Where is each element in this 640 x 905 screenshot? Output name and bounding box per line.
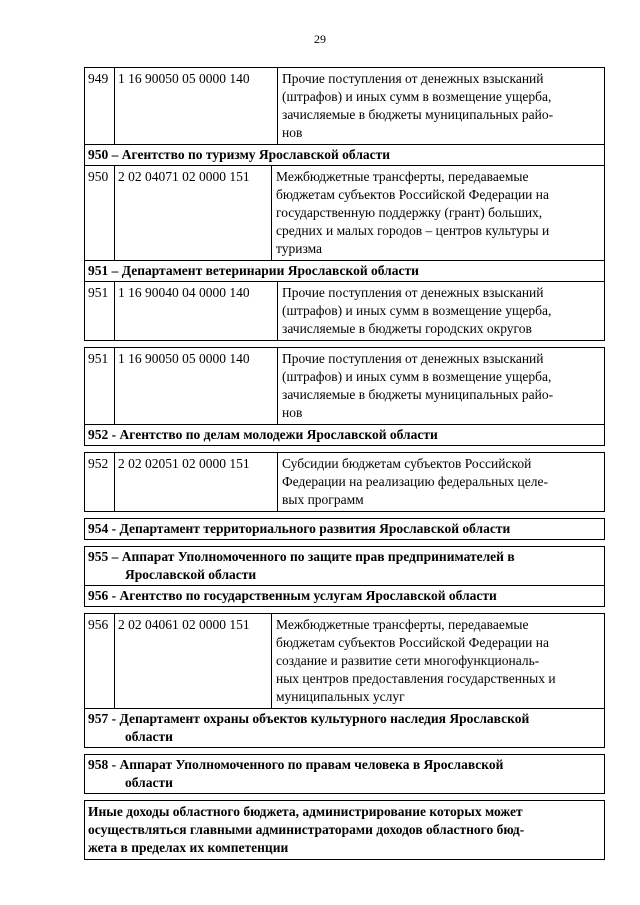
table-row-950 bbox=[84, 165, 605, 261]
description-line: зачисляемые в бюджеты муниципальных райо- bbox=[282, 387, 554, 402]
revenue-code: 1 16 90040 04 0000 140 bbox=[115, 282, 278, 340]
section-header-955 bbox=[84, 546, 605, 586]
section-header-line: области bbox=[125, 775, 173, 790]
admin-code: 949 bbox=[85, 68, 115, 144]
revenue-description bbox=[272, 166, 604, 260]
page-number: 29 bbox=[314, 32, 326, 46]
section-header-956: 956 - Агентство по государственным услугам Ярославской области bbox=[84, 585, 605, 607]
description-line: Субсидии бюджетам субъектов Российской bbox=[282, 456, 532, 471]
section-header-line: Ярославской области bbox=[125, 567, 257, 582]
description-line: Прочие поступления от денежных взысканий bbox=[282, 285, 544, 300]
description-line: Федерации на реализацию федеральных целе- bbox=[282, 474, 548, 489]
admin-code: 956 bbox=[85, 614, 115, 708]
section-header-950: 950 – Агентство по туризму Ярославской области bbox=[84, 144, 605, 166]
description-line: (штрафов) и иных сумм в возмещение ущерба, bbox=[282, 303, 552, 318]
section-header-line: области bbox=[125, 729, 173, 744]
description-line: Межбюджетные трансферты, передаваемые bbox=[276, 169, 529, 184]
section-header-line: 958 - Аппарат Уполномоченного по правам человека в Ярославской bbox=[88, 757, 504, 772]
admin-code: 951 bbox=[85, 282, 115, 340]
description-line: бюджетам субъектов Российской Федерации на bbox=[276, 187, 549, 202]
revenue-code: 2 02 02051 02 0000 151 bbox=[115, 453, 278, 511]
note-line: жета в пределах их компетенции bbox=[88, 840, 289, 855]
description-line: Прочие поступления от денежных взысканий bbox=[282, 71, 544, 86]
description-line: ных центров предоставления государственных и bbox=[276, 671, 556, 686]
table-row-951-b bbox=[84, 347, 605, 425]
description-line: муниципальных услуг bbox=[276, 689, 405, 704]
note-line: Иные доходы областного бюджета, администрирование которых может bbox=[88, 804, 523, 819]
revenue-description bbox=[272, 614, 604, 708]
description-line: (штрафов) и иных сумм в возмещение ущерба, bbox=[282, 89, 552, 104]
section-header-957 bbox=[84, 708, 605, 748]
table-row-952 bbox=[84, 452, 605, 512]
section-header-line: 955 – Аппарат Уполномоченного по защите прав предпринимателей в bbox=[88, 549, 515, 564]
revenue-code: 1 16 90050 05 0000 140 bbox=[115, 348, 278, 424]
other-revenues-note bbox=[84, 800, 605, 860]
revenue-description bbox=[278, 348, 604, 424]
description-line: создание и развитие сети многофункциональ- bbox=[276, 653, 540, 668]
description-line: государственную поддержку (грант) больших, bbox=[276, 205, 543, 220]
section-header-952: 952 - Агентство по делам молодежи Ярославской области bbox=[84, 424, 605, 446]
revenue-code: 2 02 04061 02 0000 151 bbox=[115, 614, 272, 708]
revenue-description bbox=[278, 282, 604, 340]
admin-code: 952 bbox=[85, 453, 115, 511]
description-line: зачисляемые в бюджеты муниципальных райо- bbox=[282, 107, 554, 122]
revenue-code: 2 02 04071 02 0000 151 bbox=[115, 166, 272, 260]
description-line: Межбюджетные трансферты, передаваемые bbox=[276, 617, 529, 632]
description-line: (штрафов) и иных сумм в возмещение ущерба, bbox=[282, 369, 552, 384]
admin-code: 951 bbox=[85, 348, 115, 424]
section-header-line: 957 - Департамент охраны объектов культурного наследия Ярославской bbox=[88, 711, 530, 726]
note-line: осуществляться главными администраторами доходов областного бюд- bbox=[88, 822, 525, 837]
revenue-description bbox=[278, 453, 604, 511]
section-header-954: 954 - Департамент территориального развития Ярославской области bbox=[84, 518, 605, 540]
revenue-code: 1 16 90050 05 0000 140 bbox=[115, 68, 278, 144]
description-line: нов bbox=[282, 125, 303, 140]
description-line: бюджетам субъектов Российской Федерации на bbox=[276, 635, 549, 650]
description-line: вых программ bbox=[282, 492, 364, 507]
admin-code: 950 bbox=[85, 166, 115, 260]
description-line: туризма bbox=[276, 241, 323, 256]
table-row-956 bbox=[84, 613, 605, 709]
section-header-958 bbox=[84, 754, 605, 794]
description-line: Прочие поступления от денежных взысканий bbox=[282, 351, 544, 366]
description-line: зачисляемые в бюджеты городских округов bbox=[282, 321, 532, 336]
revenue-description bbox=[278, 68, 604, 144]
description-line: нов bbox=[282, 405, 303, 420]
table-row-951-a bbox=[84, 281, 605, 341]
revenue-table bbox=[84, 68, 605, 860]
section-header-951: 951 – Департамент ветеринарии Ярославской области bbox=[84, 260, 605, 282]
table-row-949 bbox=[84, 67, 605, 145]
description-line: средних и малых городов – центров культуры и bbox=[276, 223, 550, 238]
